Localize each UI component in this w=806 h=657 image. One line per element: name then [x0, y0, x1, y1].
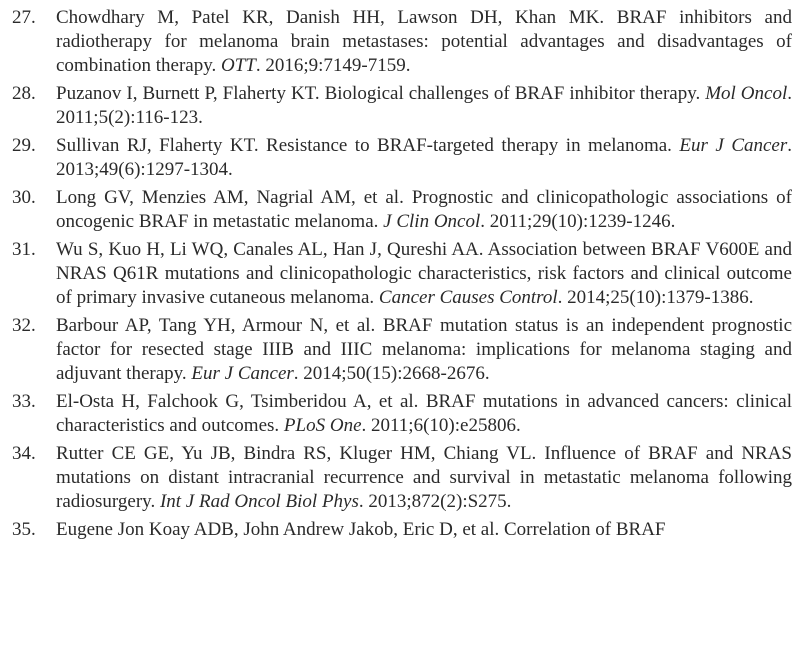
reference-journal: Eur J Cancer [679, 135, 788, 156]
reference-citation: . 2014;25(10):1379-1386. [557, 287, 754, 308]
reference-authors-title: Chowdhary M, Patel KR, Danish HH, Lawson DH, Khan MK. BRAF inhibitors and radiotherapy for melanoma brain metastases: potential advantages and disadvantages of combination therapy. [56, 7, 792, 76]
reference-journal: Cancer Causes Control [378, 287, 558, 308]
reference-item [12, 442, 792, 514]
reference-item [12, 134, 792, 182]
reference-citation: . 2013;49(6):1297-1304. [56, 135, 792, 180]
reference-list [12, 6, 792, 546]
reference-number: 30. [12, 187, 36, 208]
reference-item [12, 82, 792, 130]
reference-item [12, 314, 792, 386]
reference-number: 28. [12, 83, 36, 104]
reference-item [12, 518, 792, 542]
reference-journal: Mol Oncol [705, 83, 788, 104]
reference-citation: . 2011;6(10):e25806. [361, 415, 521, 436]
reference-authors-title: Long GV, Menzies AM, Nagrial AM, et al. Prognostic and clinicopathologic associations of oncogenic BRAF in metastatic melanoma. [56, 187, 792, 232]
reference-number: 27. [12, 7, 36, 28]
reference-journal: Int J Rad Oncol Biol Phys [159, 491, 359, 512]
reference-authors-title: Puzanov I, Burnett P, Flaherty KT. Biological challenges of BRAF inhibitor therapy. [56, 83, 701, 104]
reference-journal: J Clin Oncol [383, 211, 481, 232]
reference-number: 29. [12, 135, 36, 156]
reference-authors-title: El-Osta H, Falchook G, Tsimberidou A, et al. BRAF mutations in advanced cancers: clinical characteristics and outcomes. [56, 391, 792, 436]
reference-authors-title: Rutter CE GE, Yu JB, Bindra RS, Kluger HM, Chiang VL. Influence of BRAF and NRAS mutations on distant intracranial recurrence and survival in metastatic melanoma following radiosurgery. [56, 443, 792, 512]
reference-item [12, 238, 792, 310]
reference-authors-title: Wu S, Kuo H, Li WQ, Canales AL, Han J, Qureshi AA. Association between BRAF V600E and NRAS Q61R mutations and clinicopathologic characteristics, risk factors and clinical outcome of primary invasive cutaneous melanoma. [56, 239, 792, 308]
reference-citation: . 2016;9:7149-7159. [255, 55, 411, 76]
reference-authors-title: Barbour AP, Tang YH, Armour N, et al. BRAF mutation status is an independent prognostic factor for resected stage IIIB and IIIC melanoma: implications for melanoma staging and adjuvant therapy. [56, 315, 792, 384]
reference-number: 34. [12, 443, 36, 464]
reference-item [12, 186, 792, 234]
reference-citation: . 2011;29(10):1239-1246. [480, 211, 676, 232]
reference-authors-title: Eugene Jon Koay ADB, John Andrew Jakob, Eric D, et al. Correlation of BRAF [56, 519, 666, 540]
reference-number: 32. [12, 315, 36, 336]
reference-number: 35. [12, 519, 36, 540]
reference-citation: . 2013;872(2):S275. [358, 491, 512, 512]
reference-journal: Eur J Cancer [191, 363, 294, 384]
reference-number: 31. [12, 239, 36, 260]
reference-citation: . 2014;50(15):2668-2676. [293, 363, 490, 384]
reference-item [12, 390, 792, 438]
reference-authors-title: Sullivan RJ, Flaherty KT. Resistance to BRAF-targeted therapy in melanoma. [56, 135, 672, 156]
reference-journal: PLoS One [283, 415, 362, 436]
reference-journal: OTT [220, 55, 256, 76]
reference-citation: . 2011;5(2):116-123. [56, 83, 792, 128]
reference-number: 33. [12, 391, 36, 412]
reference-item [12, 6, 792, 78]
